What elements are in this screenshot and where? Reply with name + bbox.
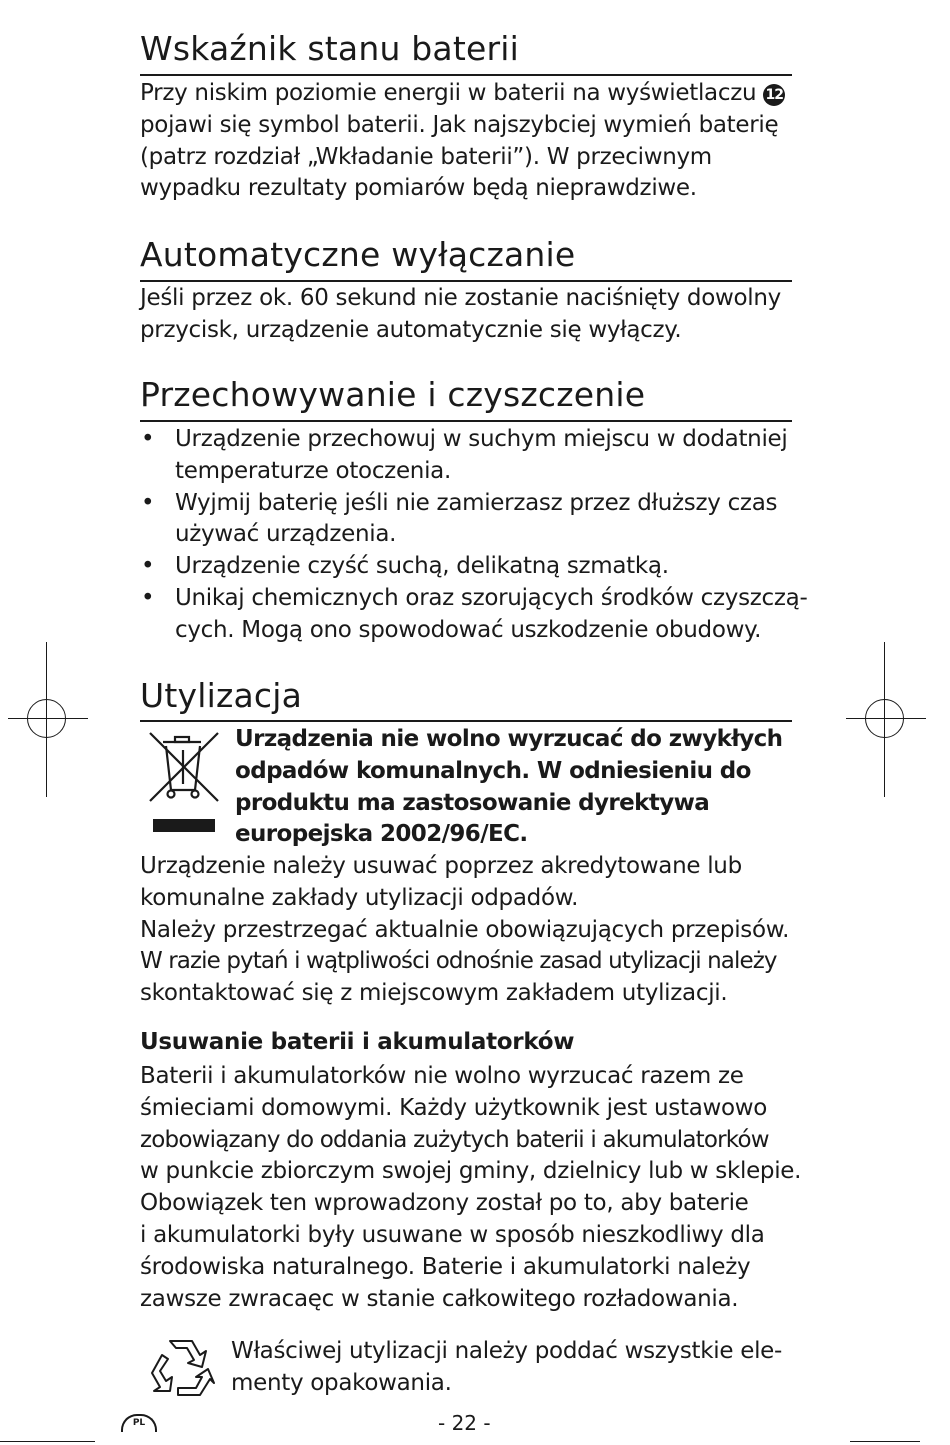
section-title-storage: Przechowywanie i czyszczenie (140, 375, 646, 414)
text-line: komunalne zakłady utylizacji odpadów. (140, 884, 579, 911)
list-item: • Urządzenie przechowuj w suchym miejscu w dodatniej temperaturze otoczenia. (140, 424, 807, 488)
text-line: wypadku rezultaty pomiarów będą nieprawdziwe. (140, 175, 697, 202)
section-rule (140, 720, 792, 722)
section-rule (140, 420, 792, 422)
disposal-warning (235, 724, 782, 851)
list-item: • Urządzenie czyść suchą, delikatną szmatką. (140, 551, 807, 583)
text-line: produktu ma zastosowanie dyrektywa (235, 789, 710, 816)
text-line: przycisk, urządzenie automatycznie się wyłączy. (140, 316, 682, 343)
text-line: Urządzenie należy usuwać poprzez akredytowane lub (140, 853, 742, 879)
text-line: Jeśli przez ok. 60 sekund nie zostanie naciśnięty dowolny (140, 285, 781, 311)
text-line: (patrz rozdział „Wkładanie baterii”). W przeciwnym (140, 143, 712, 170)
section-title-auto-off: Automatyczne wyłączanie (140, 235, 576, 274)
text-line: Obowiązek ten wprowadzony został po to, aby baterie (140, 1190, 749, 1217)
page-number: - 22 - (438, 1411, 491, 1435)
battery-indicator-text (140, 78, 785, 205)
auto-off-text (140, 283, 781, 347)
list-item: • Wyjmij baterię jeśli nie zamierzasz przez dłuższy czas używać urządzenia. (140, 488, 807, 552)
text-line: menty opakowania. (231, 1369, 452, 1396)
text-line: śmieciami domowymi. Każdy użytkownik jest ustawowo (140, 1094, 768, 1121)
text-line: Urządzenia nie wolno wyrzucać do zwykłych (235, 726, 783, 752)
text-line: Właściwej utylizacji należy poddać wszystkie ele- (231, 1338, 783, 1364)
text-line: zawsze zwracaęc w stanie całkowitego rozładowania. (140, 1285, 739, 1312)
weee-crossed-bin-icon (145, 728, 223, 834)
section-title-battery-indicator: Wskaźnik stanu baterii (140, 29, 519, 68)
battery-disposal-text (140, 1061, 801, 1315)
packaging-text (231, 1336, 782, 1400)
text-line: europejska 2002/96/EC. (235, 821, 528, 848)
text-line: odpadów komunalnych. W odniesieniu do (235, 757, 751, 784)
text-line: Przy niskim poziomie energii w baterii na wyświetlaczu (140, 80, 757, 106)
text-line: w punkcie zbiorczym swojej gminy, dzielnicy lub w sklepie. (140, 1158, 802, 1185)
text-line: Baterii i akumulatorków nie wolno wyrzucać razem ze (140, 1063, 744, 1089)
text-line: środowiska naturalnego. Baterie i akumulatorki należy (140, 1253, 751, 1280)
crop-mark-bottom-left (0, 1441, 95, 1442)
text-line: Należy przestrzegać aktualnie obowiązujących przepisów. (140, 916, 790, 943)
section-title-disposal: Utylizacja (140, 676, 303, 715)
display-marker-12: 12 (763, 84, 785, 106)
language-badge: PL (121, 1414, 157, 1432)
section-rule (140, 74, 792, 76)
text-line: i akumulatorki były usuwane w sposób nieszkodliwy dla (140, 1221, 765, 1248)
section-rule (140, 280, 792, 282)
crop-mark-bottom-right (850, 1441, 920, 1442)
disposal-text (140, 851, 789, 1010)
text-line: skontaktować się z miejscowym zakładem utylizacji. (140, 980, 728, 1007)
text-line: pojawi się symbol baterii. Jak najszybciej wymień baterię (140, 111, 779, 138)
recycle-icon (142, 1333, 220, 1403)
storage-list (140, 424, 807, 647)
list-item: • Unikaj chemicznych oraz szorujących środków czyszczą- cych. Mogą ono spowodować uszkodzenie obudowy. (140, 583, 807, 647)
text-line: zobowiązany do oddania zużytych baterii i akumulatorków (140, 1126, 769, 1153)
text-line: W razie pytań i wątpliwości odnośnie zasad utylizacji należy (140, 948, 777, 975)
subtitle-battery-disposal: Usuwanie baterii i akumulatorków (140, 1029, 575, 1055)
